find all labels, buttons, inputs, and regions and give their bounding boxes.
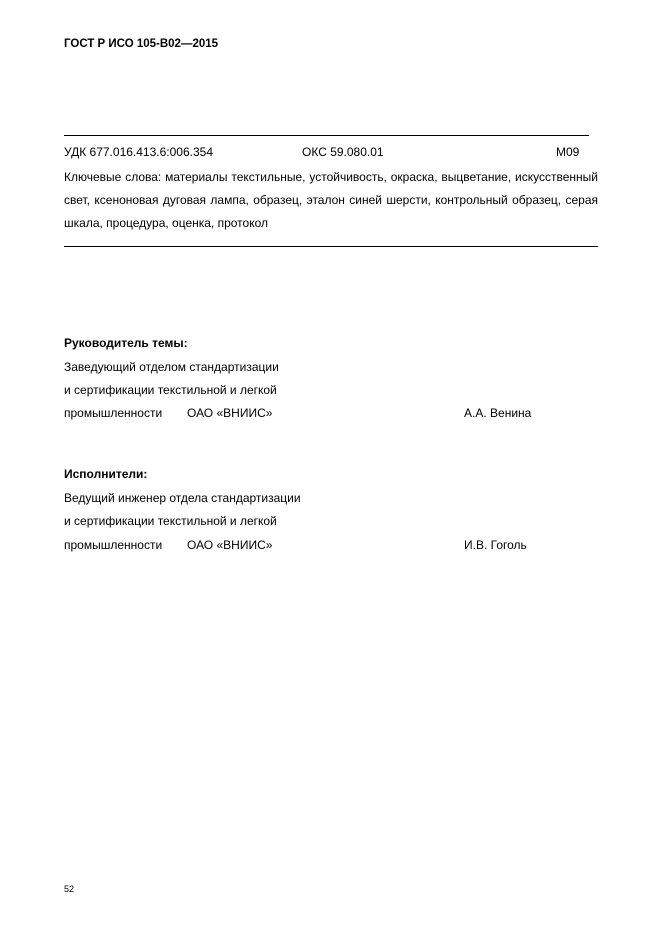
- keywords-paragraph: Ключевые слова: материалы текстильные, устойчивость, окраска, выцветание, искусственный свет, ксеноновая дуговая лампа, образец, эталон синей шерсти, контрольный образец, серая шкала, процедура, оценка, протокол: [64, 170, 598, 230]
- leader-position-line-1: Заведующий отделом стандартизации: [64, 360, 279, 374]
- classification-code: М09: [556, 145, 580, 159]
- oks-code: ОКС 59.080.01: [302, 145, 384, 159]
- leader-organization: ОАО «ВНИИС»: [187, 406, 273, 420]
- performer-position-line-2: и сертификации текстильной и легкой: [64, 514, 277, 528]
- top-divider: [64, 135, 589, 136]
- leader-person-name: А.А. Венина: [464, 406, 532, 420]
- leader-position-line-3: промышленности: [64, 406, 163, 420]
- performer-person-name: И.В. Гоголь: [464, 538, 527, 552]
- bottom-divider: [64, 246, 598, 247]
- leader-position-line-2: и сертификации текстильной и легкой: [64, 383, 277, 397]
- performer-position-line-3: промышленности: [64, 538, 163, 552]
- udk-code: УДК 677.016.413.6:006.354: [64, 145, 213, 159]
- leader-section-title: Руководитель темы:: [64, 336, 188, 350]
- performer-organization: ОАО «ВНИИС»: [187, 538, 273, 552]
- performers-section-title: Исполнители:: [64, 467, 148, 481]
- document-header-title: ГОСТ Р ИСО 105-B02—2015: [64, 38, 219, 50]
- page-number: 52: [64, 884, 75, 894]
- performer-position-line-1: Ведущий инженер отдела стандартизации: [64, 491, 301, 505]
